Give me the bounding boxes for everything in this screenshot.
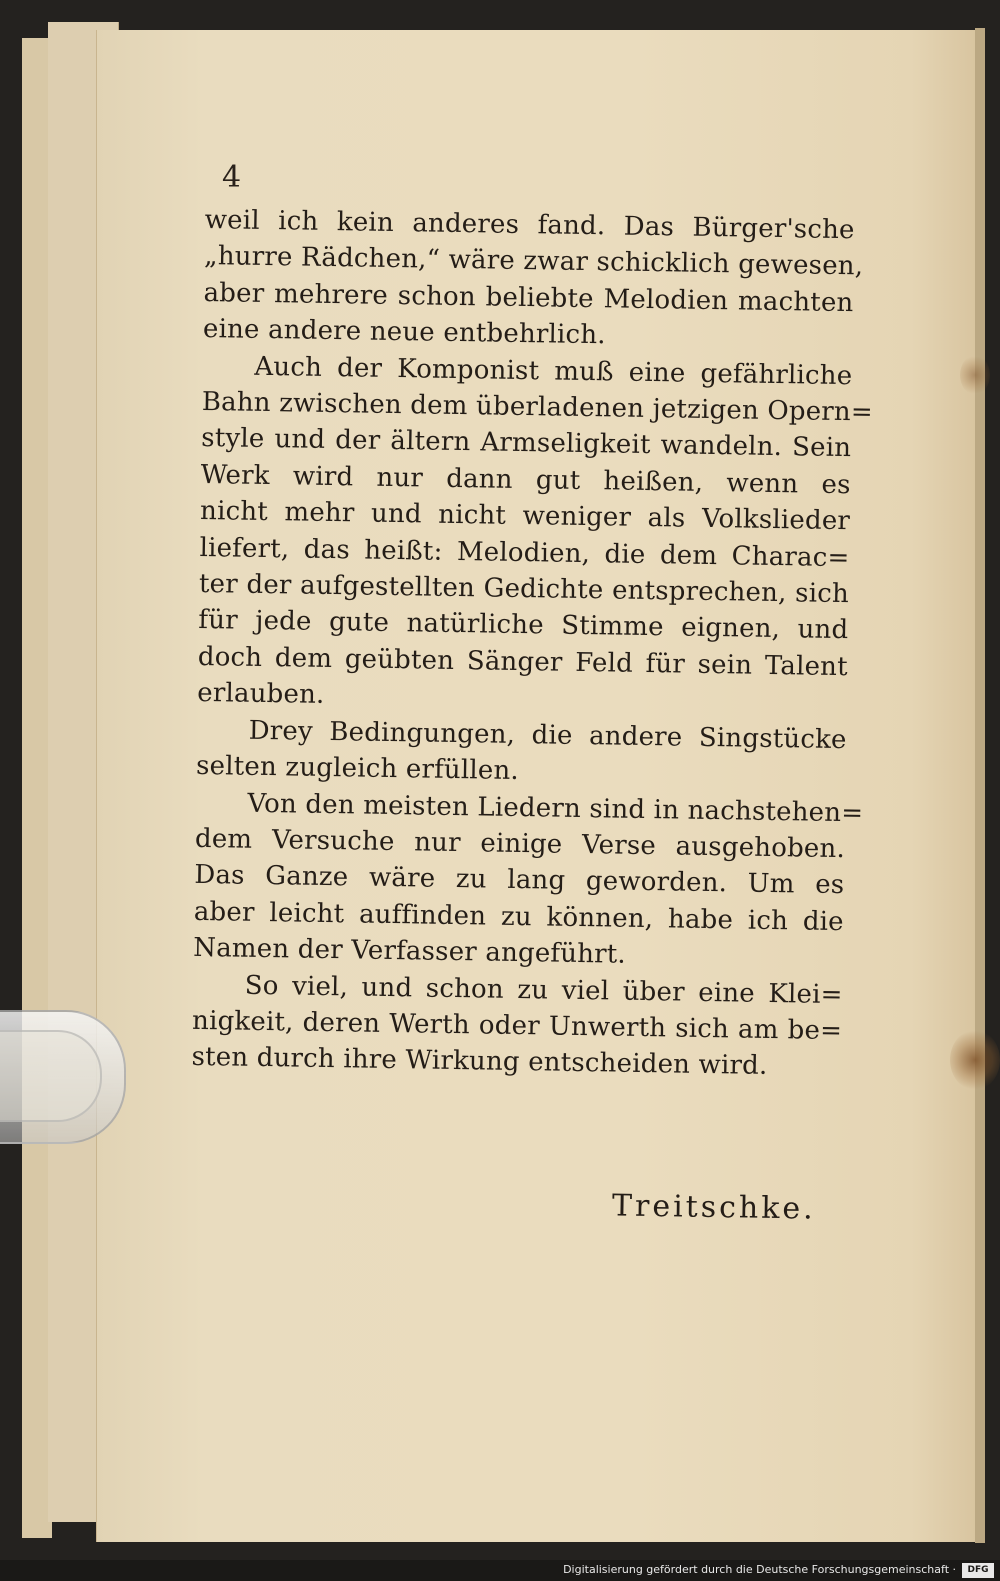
text-line: Namen der Verfasser angeführt. <box>193 933 627 970</box>
paragraph <box>193 784 864 976</box>
paragraph <box>196 712 847 795</box>
text-line: Auch der Komponist muß eine gefährliche <box>254 351 853 391</box>
text-line: Von den meisten Liedern sind in nachstehen= <box>247 788 864 828</box>
paragraph <box>191 966 843 1085</box>
text-line: ter der aufgestellten Gedichte entsprechen, sich <box>198 569 850 610</box>
text-line: sten durch ihre Wirkung entscheiden wird. <box>191 1042 768 1082</box>
text-line: Das Ganze wäre zu lang geworden. Um es <box>194 860 845 901</box>
text-line: Bahn zwischen dem überladenen jetzigen Opern= <box>201 387 874 428</box>
text-line: für jede gute natürliche Stimme eignen, und <box>198 605 849 646</box>
text-line: selten zugleich erfüllen. <box>195 751 520 787</box>
text-line: aber leicht auffinden zu können, habe ich die <box>193 896 845 937</box>
text-line: „hurre Rädchen,“ wäre zwar schicklich gewesen, <box>203 241 864 282</box>
author-signature: Treitschke. <box>611 1188 817 1227</box>
paragraph <box>202 202 864 358</box>
stain-mark <box>950 1030 1000 1090</box>
text-line: aber mehrere schon beliebte Melodien machten <box>203 277 854 319</box>
text-line: style und der ältern Armseligkeit wandeln. Sein <box>201 423 852 464</box>
dfg-logo: DFG <box>962 1563 994 1578</box>
text-line: liefert, das heißt: Melodien, die dem Charac= <box>199 532 850 573</box>
text-line: nigkeit, deren Werth oder Unwerth sich am be= <box>191 1005 843 1047</box>
funding-credit: Digitalisierung gefördert durch die Deutsche Forschungsgemeinschaft · <box>563 1563 956 1576</box>
body-text <box>191 202 874 1086</box>
plastic-clip-inner <box>0 1030 102 1122</box>
text-line: nicht mehr und nicht weniger als Volkslieder <box>199 496 851 537</box>
text-line: erlauben. <box>197 678 325 711</box>
text-line: Werk wird nur dann gut heißen, wenn es <box>200 459 851 501</box>
text-line: doch dem geübten Sänger Feld für sein Talent <box>197 641 849 683</box>
text-line: Drey Bedingungen, die andere Singstücke <box>248 715 847 755</box>
text-line: eine andere neue entbehrlich. <box>202 314 606 351</box>
page-gutter-edge <box>975 28 985 1543</box>
footer-bar <box>0 1560 1000 1581</box>
paragraph <box>197 348 874 722</box>
stain-mark <box>960 355 990 395</box>
text-line: dem Versuche nur einige Verse ausgehoben. <box>194 823 846 865</box>
page-number: 4 <box>222 160 242 195</box>
text-line: weil ich kein anderes fand. Das Bürger'sche <box>204 204 855 246</box>
text-line: So viel, und schon zu viel über eine Klei= <box>244 970 843 1010</box>
